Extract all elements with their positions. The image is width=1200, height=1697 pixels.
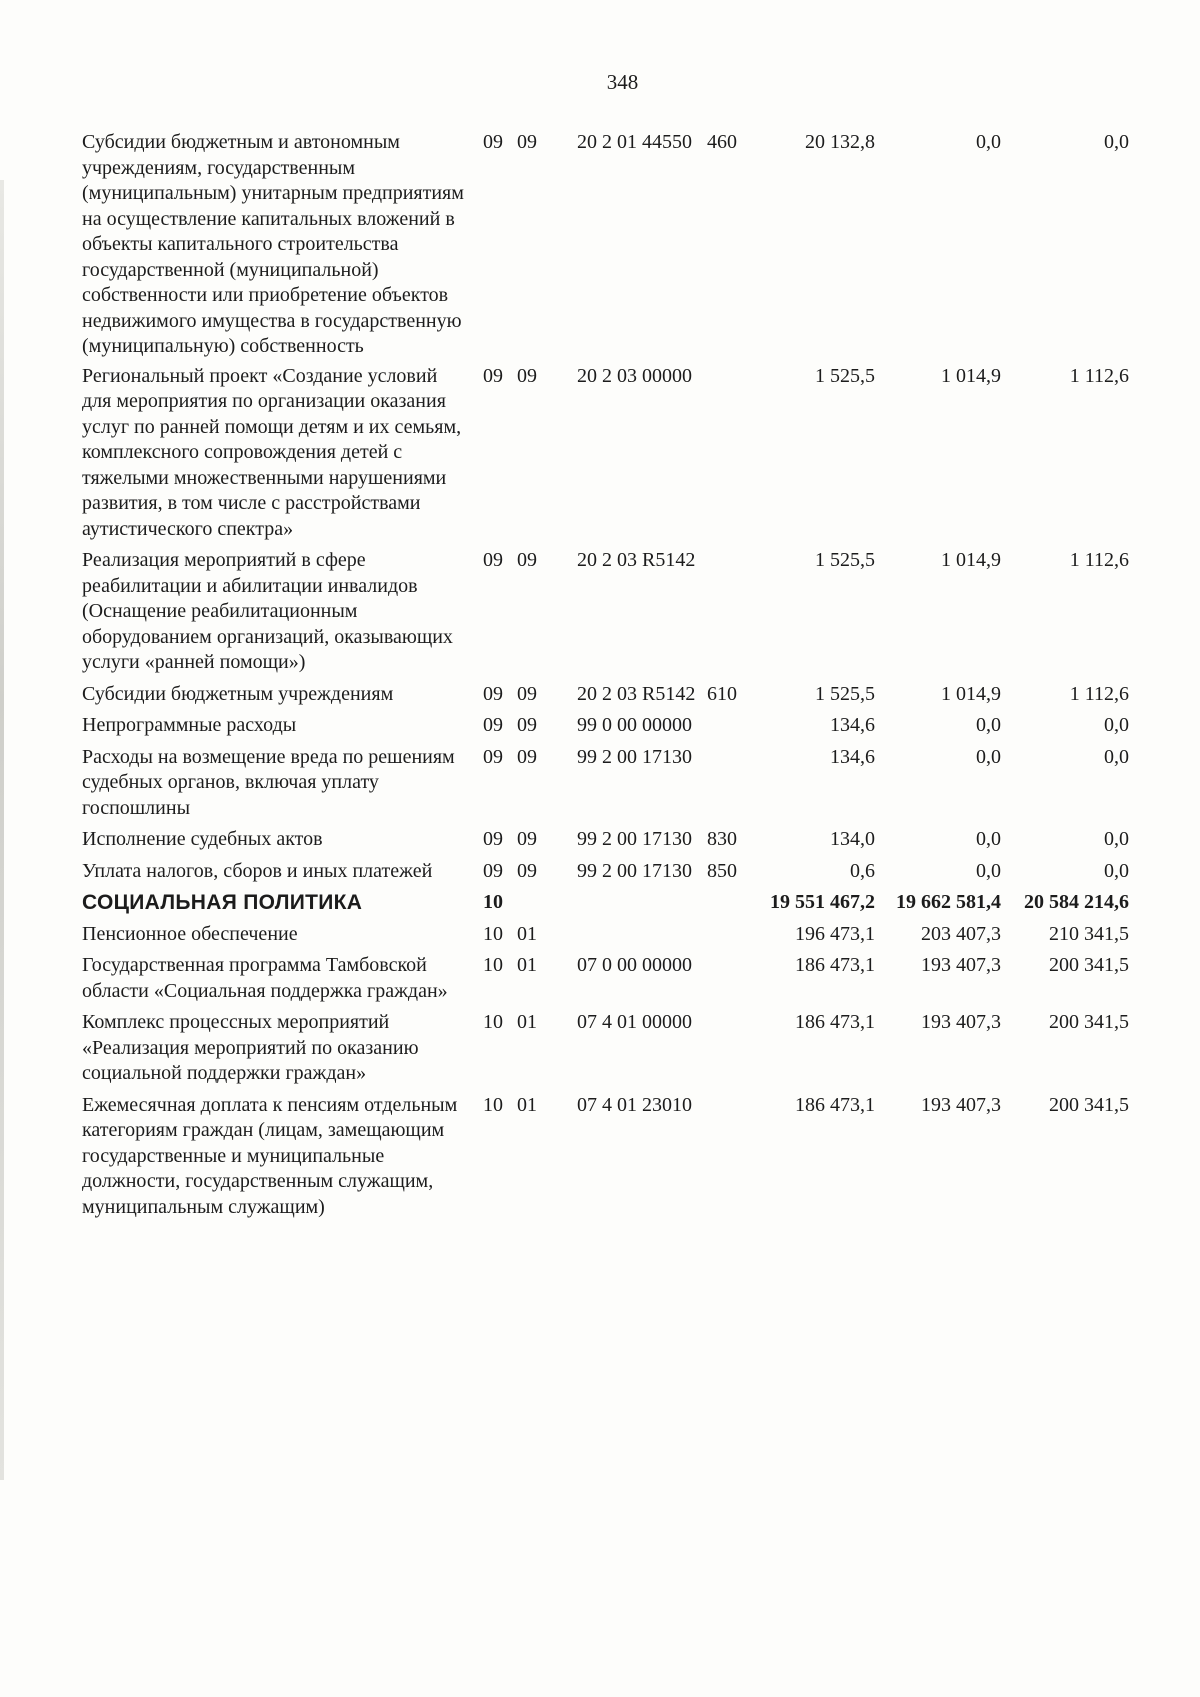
row-section: 09 [483,364,503,387]
row-value-2: 0,0 [976,745,1001,768]
table-row [82,682,1177,708]
row-value-2: 193 407,3 [921,1093,1001,1116]
row-value-2: 0,0 [976,131,1001,153]
table-row [82,827,1177,853]
row-value-1: 20 132,8 [805,131,875,153]
budget-table [82,130,1177,1220]
row-value-1: 186 473,1 [795,954,875,976]
row-name: Расходы на возмещение вреда по решениям судебных органов, включая уплату госпошлины [82,745,455,819]
row-value-3: 200 341,5 [1049,1093,1129,1116]
row-value-1: 1 525,5 [815,364,875,387]
row-target-article: 07 0 00 00000 [577,954,692,976]
row-section: 09 [483,131,503,153]
row-value-3: 1 112,6 [1069,364,1129,387]
table-row [82,859,1177,885]
row-value-2: 0,0 [976,714,1001,736]
row-subsection: 09 [517,714,537,736]
row-subsection: 09 [517,682,537,705]
row-value-1: 186 473,1 [795,1093,875,1116]
row-value-1: 196 473,1 [795,922,875,945]
row-value-1: 186 473,1 [795,1011,875,1033]
row-value-1: 1 525,5 [815,682,875,705]
row-name: Субсидии бюджетным учреждениям [82,682,394,705]
row-value-3: 20 584 214,6 [1024,891,1129,913]
row-target-article: 20 2 01 44550 [577,131,692,153]
row-target-article: 99 0 00 00000 [577,714,692,736]
row-value-1: 19 551 467,2 [770,891,875,913]
row-expense-type: 850 [707,859,737,882]
row-target-article: 20 2 03 00000 [577,364,692,387]
page-number: 348 [606,70,639,94]
row-value-2: 1 014,9 [941,364,1001,387]
row-section: 10 [483,1093,503,1116]
row-name: Исполнение судебных актов [82,828,323,850]
section-title: СОЦИАЛЬНАЯ ПОЛИТИКА [82,891,363,914]
table-row [82,364,1177,543]
table-row [82,713,1177,739]
row-subsection: 09 [517,828,537,850]
row-value-1: 1 525,5 [815,549,875,571]
row-value-1: 0,6 [850,859,875,882]
row-subsection: 01 [517,922,537,945]
row-name: Ежемесячная доплата к пенсиям отдельным категориям граждан (лицам, замещающим государственные и муниципальные должности, государственным служащим, муниципальным служащим) [82,1093,458,1218]
row-value-2: 1 014,9 [941,549,1001,571]
row-section: 09 [483,549,503,571]
row-name: Региональный проект «Создание условий для мероприятия по организации оказания услуг по ранней помощи детям и их семьям, комплексного сопровождения детей с тяжелыми множественными нарушениями развития, в том числе с расстройствами аутистического спектра» [82,364,462,540]
row-expense-type: 460 [707,131,737,153]
row-value-1: 134,6 [830,714,875,736]
row-name: Уплата налогов, сборов и иных платежей [82,859,433,882]
row-value-2: 0,0 [976,859,1001,882]
row-value-3: 0,0 [1104,745,1129,768]
row-target-article: 07 4 01 23010 [577,1093,692,1116]
row-subsection: 09 [517,745,537,768]
row-target-article: 20 2 03 R5142 [577,549,696,571]
row-section: 09 [483,714,503,736]
row-section: 10 [483,954,503,976]
row-subsection: 09 [517,364,537,387]
row-subsection: 09 [517,549,537,571]
row-value-2: 0,0 [976,828,1001,850]
row-section: 10 [483,891,503,913]
row-value-1: 134,6 [830,745,875,768]
table-row [82,548,1177,676]
row-value-2: 193 407,3 [921,954,1001,976]
row-target-article: 99 2 00 17130 [577,859,692,882]
row-value-3: 0,0 [1104,131,1129,153]
row-value-3: 210 341,5 [1049,922,1129,945]
table-row [82,745,1177,822]
row-name: Комплекс процессных мероприятий «Реализация мероприятий по оказанию социальной поддержки граждан» [82,1011,419,1084]
row-subsection: 09 [517,859,537,882]
table-row [82,922,1177,948]
row-name: Субсидии бюджетным и автономным учреждениям, государственным (муниципальным) унитарным предприятиям на осуществление капитальных вложений в объекты капитального строительства государственной (муниципальной) собственности или приобретение объектов недвижимого имущества в государственную (муниципальную) собственность [82,131,464,357]
row-value-2: 203 407,3 [921,922,1001,945]
row-expense-type: 610 [707,682,737,705]
row-name: Пенсионное обеспечение [82,922,298,945]
row-subsection: 09 [517,131,537,153]
row-section: 10 [483,1011,503,1033]
row-subsection: 01 [517,1011,537,1033]
row-name: Непрограммные расходы [82,714,297,736]
section-row [82,890,1177,916]
row-target-article: 99 2 00 17130 [577,828,692,850]
row-value-1: 134,0 [830,828,875,850]
row-value-3: 200 341,5 [1049,1011,1129,1033]
row-name: Государственная программа Тамбовской области «Социальная поддержка граждан» [82,954,448,1002]
row-target-article: 99 2 00 17130 [577,745,692,768]
row-value-3: 200 341,5 [1049,954,1129,976]
row-section: 10 [483,922,503,945]
row-value-2: 193 407,3 [921,1011,1001,1033]
row-value-3: 0,0 [1104,828,1129,850]
row-target-article: 07 4 01 00000 [577,1011,692,1033]
row-target-article: 20 2 03 R5142 [577,682,696,705]
table-row [82,1010,1177,1087]
row-section: 09 [483,682,503,705]
row-value-3: 0,0 [1104,859,1129,882]
row-value-2: 1 014,9 [941,682,1001,705]
row-value-3: 1 112,6 [1069,682,1129,705]
scan-edge-shadow [0,180,4,1480]
table-row [82,953,1177,1004]
table-row [82,1093,1177,1221]
row-section: 09 [483,828,503,850]
row-subsection: 01 [517,954,537,976]
row-value-2: 19 662 581,4 [896,891,1001,913]
row-section: 09 [483,859,503,882]
row-value-3: 0,0 [1104,714,1129,736]
row-name: Реализация мероприятий в сфере реабилитации и абилитации инвалидов (Оснащение реабилитационным оборудованием организаций, оказывающих услуги «ранней помощи») [82,549,453,673]
row-section: 09 [483,745,503,768]
table-row [82,130,1177,360]
row-value-3: 1 112,6 [1069,549,1129,571]
row-subsection: 01 [517,1093,537,1116]
row-expense-type: 830 [707,828,737,850]
